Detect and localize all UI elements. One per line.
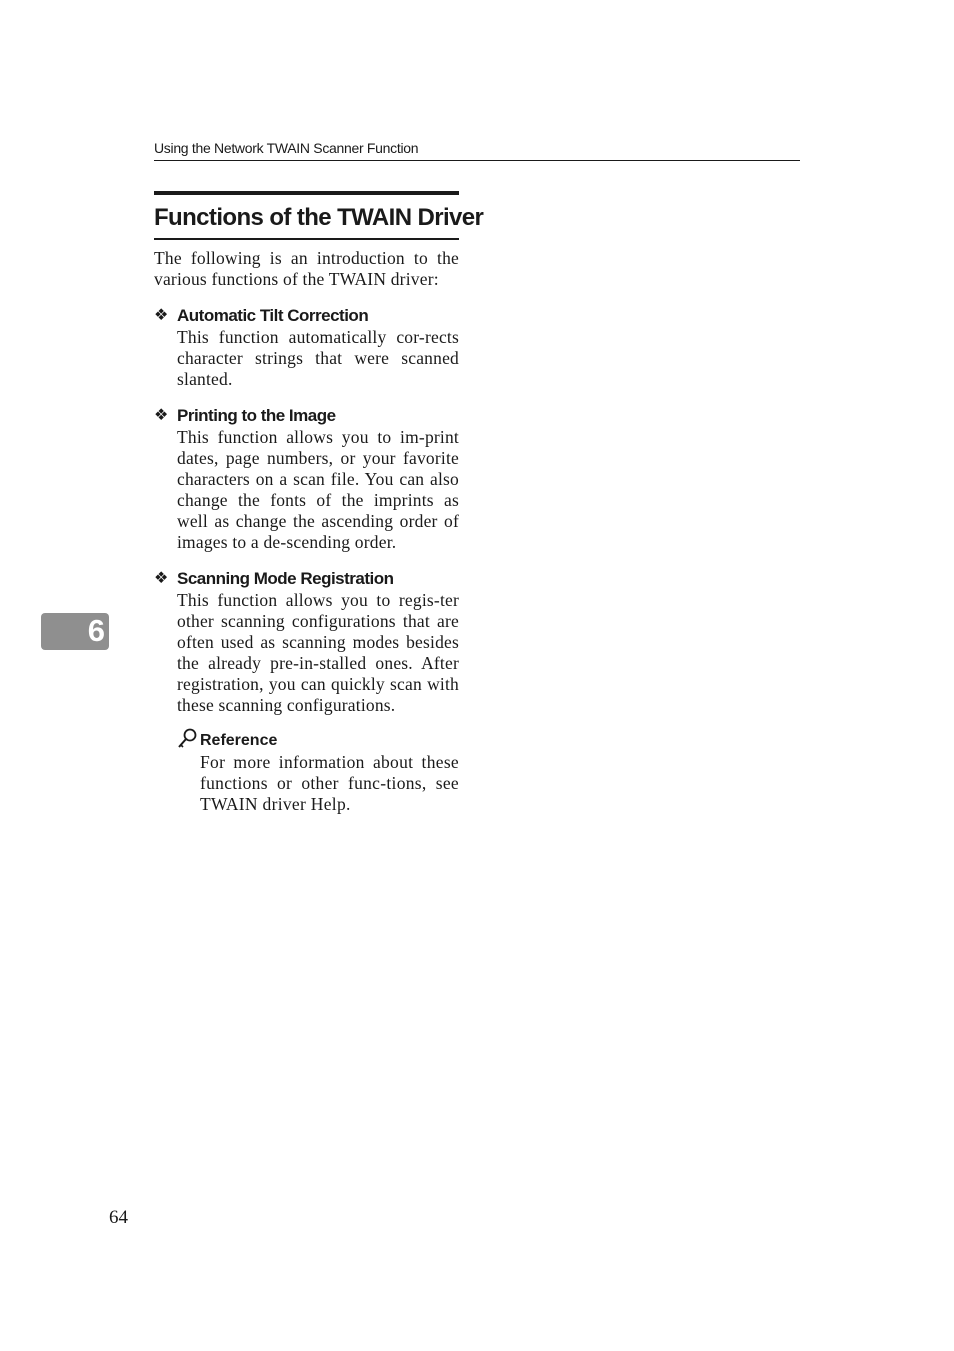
feature-heading-text: Scanning Mode Registration [177,569,394,588]
feature-heading [154,568,459,590]
magnifier-key-icon [177,728,200,750]
feature-body: This function allows you to im-print dates, page numbers, or your favorite characters on a scan file. You can also change the fonts of the imprints as well as change the ascending order of images to a de-scending order. [177,427,459,552]
reference-body: For more information about these functions or other func-tions, see TWAIN driver Help. [200,752,459,814]
intro-paragraph: The following is an introduction to the various functions of the TWAIN driver: [154,248,459,289]
running-header-text: Using the Network TWAIN Scanner Function [154,140,419,156]
page-number: 64 [109,1207,128,1228]
feature-heading [154,405,459,427]
feature-heading [154,305,459,327]
feature-heading-text: Printing to the Image [177,406,336,425]
feature-item [154,305,459,390]
feature-body: This function allows you to regis-ter other scanning configurations that are often used as scanning modes besides the already pre-in-stalled ones. After registration, you can quickly scan with these scanning configurations. [177,590,459,715]
diamond-bullet-icon: ❖ [154,307,168,324]
running-header [154,139,800,161]
chapter-tab [41,613,109,650]
diamond-bullet-icon: ❖ [154,407,168,424]
feature-heading-text: Automatic Tilt Correction [177,306,369,325]
chapter-number: 6 [87,613,105,648]
main-column [154,191,484,815]
diamond-bullet-icon: ❖ [154,570,168,587]
feature-body: This function automatically cor-rects character strings that were scanned slanted. [177,327,459,389]
feature-item [154,405,459,553]
section-title: Functions of the TWAIN Driver [154,191,459,240]
reference-note [177,728,459,815]
reference-heading [177,728,459,750]
reference-heading-text: Reference [200,732,278,749]
feature-item [154,568,459,716]
